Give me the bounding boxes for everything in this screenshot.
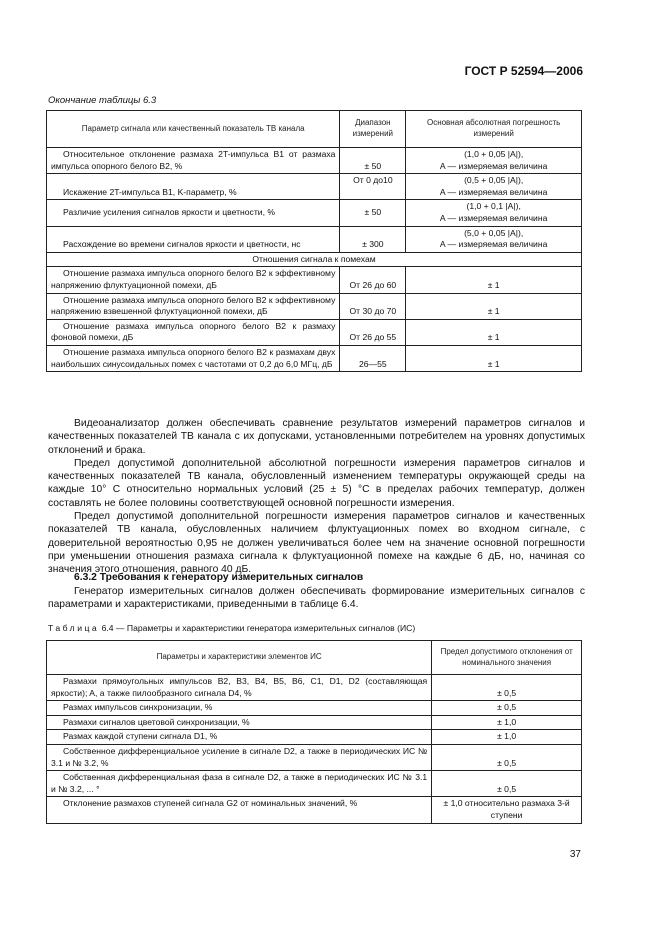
- body-text: [48, 417, 585, 577]
- table-row: Размах каждой ступени сигнала D1, % ± 1,0: [47, 730, 582, 745]
- table-row: Отношение размаха импульса опорного белого В2 к размахам двух наибольших синусоидальных помех с частотами от 0,2 до 6,0 МГц, дБ 26—55 ± 1: [47, 345, 582, 371]
- table-6-4: [46, 640, 582, 824]
- table-header-cell: Основная абсолютная погрешность измерений: [406, 111, 582, 148]
- body-text: [48, 585, 585, 612]
- table-row: Различие усиления сигналов яркости и цветности, % ± 50 (1,0 + 0,1 |A|), A — измеряемая величина: [47, 200, 582, 226]
- table-row: Отношение размаха импульса опорного белого В2 к эффективному напряжению флуктуационной помехи, дБ От 26 до 60 ± 1: [47, 267, 582, 293]
- table-header-cell: Диапазон измерений: [340, 111, 406, 148]
- table-row: Собственная дифференциальная фаза в сигнале D2, а также в периодических ИС № 3.1 и № 3.2, ... ° ± 0,5: [47, 771, 582, 797]
- table-header-cell: Предел допустимого отклонения от номинального значения: [432, 641, 582, 675]
- table-caption: Окончание таблицы 6.3: [48, 95, 157, 106]
- table-6-4-caption: Таблица 6.4 — Параметры и характеристики генератора измерительных сигналов (ИС): [48, 623, 416, 633]
- document-header: ГОСТ Р 52594—2006: [464, 64, 583, 78]
- table-row: Отношение размаха импульса опорного белого В2 к размаху фоновой помехи, дБ От 26 до 55 ± 1: [47, 319, 582, 345]
- table-header-cell: Параметры и характеристики элементов ИС: [47, 641, 432, 675]
- table-header-cell: Параметр сигнала или качественный показатель ТВ канала: [47, 111, 340, 148]
- table-row: Относительное отклонение размаха 2T-импульса В1 от размаха импульса опорного белого В2, % ± 50 (1,0 + 0,05 |A|), A — измеряемая величина: [47, 148, 582, 174]
- page-number: 37: [569, 849, 581, 860]
- paragraph: Видеоанализатор должен обеспечивать сравнение результатов измерений параметров сигналов и качественных показателей ТВ канала с их допусками, установленными потребителем на уровнях допустимых отклонений и брака.: [48, 418, 585, 456]
- table-row: Расхождение во времени сигналов яркости и цветности, нс ± 300 (5,0 + 0,05 |A|), A — измеряемая величина: [47, 226, 582, 252]
- paragraph: Генератор измерительных сигналов должен обеспечивать формирование измерительных сигналов с параметрами и характеристиками, приведенными в таблице 6.4.: [48, 586, 585, 611]
- table-row: Размахи прямоугольных импульсов В2, В3, В4, В5, В6, С1, D1, D2 (составляющая яркости); A, а также пилообразного сигнала D4, % ± 0,5: [47, 675, 582, 701]
- table-row: Размах импульсов синхронизации, % ± 0,5: [47, 701, 582, 716]
- subsection-heading: 6.3.2 Требования к генератору измерительных сигналов: [74, 572, 364, 583]
- table-6-3: [46, 110, 582, 372]
- table-row: Собственное дифференциальное усиление в сигнале D2, а также в периодических ИС № 3.1 и № 3.2, % ± 0,5: [47, 744, 582, 770]
- table-span-row: Отношения сигнала к помехам: [47, 252, 582, 267]
- table-row: Отношение размаха импульса опорного белого В2 к эффективному напряжению взвешенной флуктуационной помехи, дБ От 30 до 70 ± 1: [47, 293, 582, 319]
- table-row: Размахи сигналов цветовой синхронизации, % ± 1,0: [47, 715, 582, 730]
- table-row: Отклонение размахов ступеней сигнала G2 от номинальных значений, % ± 1,0 относительно размаха 3-й ступени: [47, 797, 582, 823]
- paragraph: Предел допустимой дополнительной абсолютной погрешности измерения параметров сигналов и качественных показателей ТВ канала, обусловленный изменением температуры окружающей среды на каждые 10° С относительно нормальных условий (25 ± 5) °С в пределах рабочих температур, должен составлять не более половины соответствующей основной погрешности измерения.: [48, 457, 585, 509]
- table-row: Искажение 2T-импульса В1, K-параметр, % От 0 до10 (0,5 + 0,05 |A|), A — измеряемая величина: [47, 174, 582, 200]
- paragraph: Предел допустимой дополнительной погрешности измерения параметров сигналов и качественных показателей ТВ канала, обусловленных наличием флуктуационных помех во входном сигнале, с доверительной вероятностью 0,95 не должен увеличиваться более чем на значение основной погрешности при уменьшении отношения размаха сигнала к флуктуационной помехе на каждые 6 дБ, но, начиная со значения этого отношения, равного 40 дБ.: [48, 511, 585, 576]
